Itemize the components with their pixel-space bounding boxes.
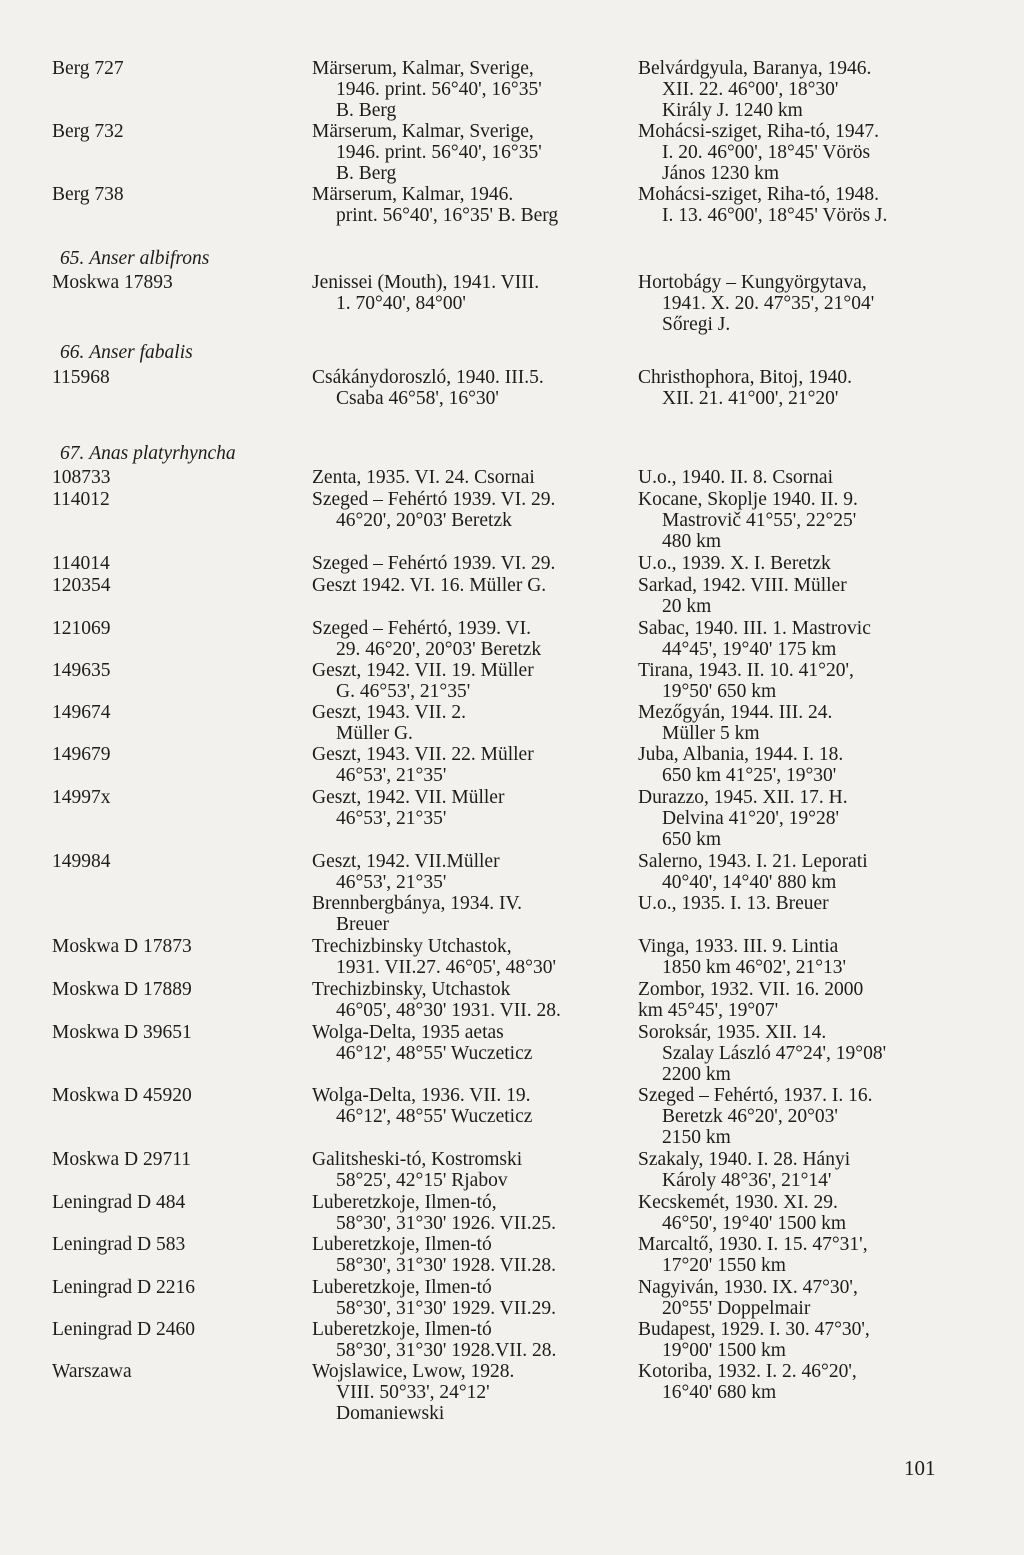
ringing-line: 58°30', 31°30' 1928. VII.28.: [336, 1255, 556, 1276]
ringing-line: Wojslawice, Lwow, 1928.: [312, 1361, 515, 1382]
ring-number: Moskwa D 17889: [52, 979, 192, 1000]
ringing-data: [312, 121, 627, 184]
recovery-line: Mohácsi-sziget, Riha-tó, 1948.: [638, 184, 879, 205]
ringing-line: Domaniewski: [336, 1403, 445, 1424]
ring-number: 149984: [52, 851, 111, 872]
ringing-line: Luberetzkoje, Ilmen-tó: [312, 1234, 492, 1255]
ringing-line: Zenta, 1935. VI. 24. Csornai: [312, 467, 535, 488]
ringing-line: 58°30', 31°30' 1928.VII. 28.: [336, 1340, 557, 1361]
recovery-line: km 45°45', 19°07': [638, 1000, 779, 1021]
ringing-data: [312, 1319, 627, 1361]
ringing-data: [312, 1085, 627, 1127]
ringing-line: Breuer: [336, 914, 390, 935]
ringing-data: [312, 1361, 627, 1424]
recovery-line: 1850 km 46°02', 21°13': [662, 957, 847, 978]
recovery-data: [638, 1361, 950, 1403]
ringing-line: 1. 70°40', 84°00': [336, 293, 466, 314]
recovery-data: [638, 184, 950, 226]
recovery-data: [638, 702, 950, 744]
ringing-line: 46°12', 48°55' Wuczeticz: [336, 1106, 533, 1127]
recovery-data: [638, 744, 950, 786]
recovery-line: Soroksár, 1935. XII. 14.: [638, 1022, 827, 1043]
ringing-data: [312, 489, 627, 531]
ringing-line: Wolga-Delta, 1935 aetas: [312, 1022, 504, 1043]
recovery-line: XII. 22. 46°00', 18°30': [662, 79, 839, 100]
ringing-line: Szeged – Fehértó, 1939. VI.: [312, 618, 531, 639]
ringing-data: [312, 184, 627, 226]
recovery-data: [638, 58, 950, 121]
ringing-line: 46°53', 21°35': [336, 808, 447, 829]
recovery-data: [638, 1319, 950, 1361]
ringing-data: [312, 979, 627, 1021]
ringing-line: Geszt, 1942. VII.Müller: [312, 851, 500, 872]
ringing-line: Geszt, 1942. VII. Müller: [312, 787, 505, 808]
recovery-line: Belvárdgyula, Baranya, 1946.: [638, 58, 872, 79]
recovery-line: 17°20' 1550 km: [662, 1255, 786, 1276]
ringing-line: Wolga-Delta, 1936. VII. 19.: [312, 1085, 531, 1106]
ring-number: 114014: [52, 553, 110, 574]
ring-number: Moskwa D 45920: [52, 1085, 192, 1106]
ring-number: 121069: [52, 618, 111, 639]
recovery-line: Beretzk 46°20', 20°03': [662, 1106, 838, 1127]
ring-number: Moskwa D 39651: [52, 1022, 192, 1043]
recovery-line: 19°50' 650 km: [662, 681, 777, 702]
recovery-line: Delvina 41°20', 19°28': [662, 808, 839, 829]
ringing-data: [312, 660, 627, 702]
ringing-data: [312, 467, 627, 488]
recovery-line: Kotoriba, 1932. I. 2. 46°20',: [638, 1361, 857, 1382]
recovery-line: Sőregi J.: [662, 314, 731, 335]
ringing-data: [312, 787, 627, 829]
recovery-line: Mohácsi-sziget, Riha-tó, 1947.: [638, 121, 879, 142]
recovery-data: [638, 489, 950, 552]
ring-number: Warszawa: [52, 1361, 132, 1382]
species-name: Anas platyrhyncha: [89, 443, 236, 464]
recovery-data: [638, 1234, 950, 1276]
recovery-line: U.o., 1939. X. I. Beretzk: [638, 553, 831, 574]
ring-number: 120354: [52, 575, 111, 596]
ringing-data: [312, 618, 627, 660]
recovery-line: Szalay László 47°24', 19°08': [662, 1043, 887, 1064]
ringing-line: Csaba 46°58', 16°30': [336, 388, 499, 409]
ringing-line: Brennbergbánya, 1934. IV.: [312, 893, 522, 914]
ring-number: Leningrad D 583: [52, 1234, 186, 1255]
ring-number: Berg 738: [52, 184, 124, 205]
recovery-line: Salerno, 1943. I. 21. Leporati: [638, 851, 868, 872]
recovery-line: Kecskemét, 1930. XI. 29.: [638, 1192, 838, 1213]
recovery-data: [638, 575, 950, 617]
recovery-line: Kocane, Skoplje 1940. II. 9.: [638, 489, 858, 510]
ringing-line: Märserum, Kalmar, 1946.: [312, 184, 514, 205]
ring-number: Berg 727: [52, 58, 124, 79]
ring-number: 114012: [52, 489, 110, 510]
recovery-line: 2200 km: [662, 1064, 731, 1085]
recovery-line: Sabac, 1940. III. 1. Mastrovic: [638, 618, 871, 639]
recovery-data: [638, 787, 950, 850]
ring-number: Moskwa 17893: [52, 272, 173, 293]
species-number: 67.: [60, 443, 85, 464]
ring-number: 149635: [52, 660, 111, 681]
species-name: Anser fabalis: [89, 342, 193, 363]
recovery-line: U.o., 1940. II. 8. Csornai: [638, 467, 833, 488]
recovery-line: 40°40', 14°40' 880 km: [662, 872, 837, 893]
recovery-line: Király J. 1240 km: [662, 100, 803, 121]
ring-number: Moskwa D 17873: [52, 936, 192, 957]
recovery-data: [638, 272, 950, 335]
ringing-data: [312, 1149, 627, 1191]
ringing-data: [312, 367, 627, 409]
recovery-line: 1941. X. 20. 47°35', 21°04': [662, 293, 875, 314]
ringing-data: [312, 744, 627, 786]
recovery-data: [638, 618, 950, 660]
ring-number: Berg 732: [52, 121, 124, 142]
species-number: 66.: [60, 342, 85, 363]
ringing-line: 58°30', 31°30' 1929. VII.29.: [336, 1298, 556, 1319]
page-number: 101: [904, 1456, 936, 1480]
recovery-line: Marcaltő, 1930. I. 15. 47°31',: [638, 1234, 868, 1255]
species-heading: [60, 248, 209, 269]
recovery-line: 650 km 41°25', 19°30': [662, 765, 837, 786]
recovery-line: 2150 km: [662, 1127, 731, 1148]
recovery-data: [638, 936, 950, 978]
recovery-line: Tirana, 1943. II. 10. 41°20',: [638, 660, 854, 681]
recovery-data: [638, 1022, 950, 1085]
recovery-data: [638, 1277, 950, 1319]
recovery-line: I. 20. 46°00', 18°45' Vörös: [662, 142, 871, 163]
ringing-line: 29. 46°20', 20°03' Beretzk: [336, 639, 542, 660]
ringing-line: B. Berg: [336, 100, 397, 121]
recovery-line: XII. 21. 41°00', 21°20': [662, 388, 839, 409]
recovery-line: Christhophora, Bitoj, 1940.: [638, 367, 852, 388]
ringing-line: Trechizbinsky Utchastok,: [312, 936, 512, 957]
ringing-line: 58°30', 31°30' 1926. VII.25.: [336, 1213, 556, 1234]
ringing-line: Geszt 1942. VI. 16. Müller G.: [312, 575, 547, 596]
recovery-line: Károly 48°36', 21°14': [662, 1170, 832, 1191]
ringing-data: [312, 702, 627, 744]
ring-number: Leningrad D 2216: [52, 1277, 195, 1298]
species-name: Anser albifrons: [89, 248, 210, 269]
ringing-line: Luberetzkoje, Ilmen-tó: [312, 1319, 492, 1340]
recovery-line: U.o., 1935. I. 13. Breuer: [638, 893, 829, 914]
ring-number: 115968: [52, 367, 110, 388]
ringing-line: Luberetzkoje, Ilmen-tó: [312, 1277, 492, 1298]
recovery-line: Hortobágy – Kungyörgytava,: [638, 272, 867, 293]
recovery-line: 650 km: [662, 829, 722, 850]
recovery-line: Mezőgyán, 1944. III. 24.: [638, 702, 833, 723]
recovery-data: [638, 367, 950, 409]
ringing-line: VIII. 50°33', 24°12': [336, 1382, 490, 1403]
ring-number: Leningrad D 2460: [52, 1319, 195, 1340]
species-heading: [60, 342, 193, 363]
ringing-line: 58°25', 42°15' Rjabov: [336, 1170, 508, 1191]
recovery-line: 44°45', 19°40' 175 km: [662, 639, 837, 660]
recovery-line: 480 km: [662, 531, 722, 552]
ringing-line: Märserum, Kalmar, Sverige,: [312, 58, 534, 79]
recovery-data: [638, 1149, 950, 1191]
ringing-line: Märserum, Kalmar, Sverige,: [312, 121, 534, 142]
ringing-line: 46°05', 48°30' 1931. VII. 28.: [336, 1000, 561, 1021]
recovery-line: Nagyiván, 1930. IX. 47°30',: [638, 1277, 858, 1298]
ringing-line: Szeged – Fehértó 1939. VI. 29.: [312, 489, 556, 510]
ring-number: 14997x: [52, 787, 111, 808]
recovery-data: [638, 467, 950, 488]
recovery-line: Müller 5 km: [662, 723, 760, 744]
recovery-line: Szakaly, 1940. I. 28. Hányi: [638, 1149, 851, 1170]
ringing-line: 46°12', 48°55' Wuczeticz: [336, 1043, 533, 1064]
recovery-line: 20 km: [662, 596, 712, 617]
recovery-data: [638, 1085, 950, 1148]
recovery-line: Juba, Albania, 1944. I. 18.: [638, 744, 844, 765]
recovery-line: Szeged – Fehértó, 1937. I. 16.: [638, 1085, 873, 1106]
ringing-line: B. Berg: [336, 163, 397, 184]
recovery-data: [638, 660, 950, 702]
ringing-line: 1931. VII.27. 46°05', 48°30': [336, 957, 556, 978]
ringing-data: [312, 1277, 627, 1319]
ringing-data: [312, 1234, 627, 1276]
ringing-data: [312, 575, 627, 596]
ring-number: Moskwa D 29711: [52, 1149, 192, 1170]
recovery-line: Durazzo, 1945. XII. 17. H.: [638, 787, 848, 808]
ringing-line: 46°53', 21°35': [336, 765, 447, 786]
recovery-line: 19°00' 1500 km: [662, 1340, 786, 1361]
ringing-data: [312, 58, 627, 121]
ring-number: 108733: [52, 467, 111, 488]
recovery-data: [638, 1192, 950, 1234]
recovery-line: 16°40' 680 km: [662, 1382, 777, 1403]
ringing-line: print. 56°40', 16°35' B. Berg: [336, 205, 559, 226]
recovery-line: János 1230 km: [662, 163, 779, 184]
recovery-data: [638, 553, 950, 574]
ringing-line: Jenissei (Mouth), 1941. VIII.: [312, 272, 540, 293]
ringing-line: Trechizbinsky, Utchastok: [312, 979, 511, 1000]
recovery-line: Budapest, 1929. I. 30. 47°30',: [638, 1319, 870, 1340]
recovery-line: Mastrovič 41°55', 22°25': [662, 510, 857, 531]
recovery-data: [638, 851, 950, 914]
ringing-line: Geszt, 1943. VII. 22. Müller: [312, 744, 534, 765]
ring-number: 149674: [52, 702, 111, 723]
recovery-line: 46°50', 19°40' 1500 km: [662, 1213, 847, 1234]
ringing-data: [312, 272, 627, 314]
recovery-line: I. 13. 46°00', 18°45' Vörös J.: [662, 205, 888, 226]
ringing-line: Luberetzkoje, Ilmen-tó,: [312, 1192, 497, 1213]
ringing-line: 46°20', 20°03' Beretzk: [336, 510, 512, 531]
ring-number: 149679: [52, 744, 111, 765]
ringing-line: Galitsheski-tó, Kostromski: [312, 1149, 523, 1170]
recovery-data: [638, 979, 950, 1021]
ringing-line: Geszt, 1943. VII. 2.: [312, 702, 466, 723]
recovery-line: 20°55' Doppelmair: [662, 1298, 811, 1319]
species-heading: [60, 443, 236, 464]
ring-number: Leningrad D 484: [52, 1192, 186, 1213]
ringing-line: Csákánydoroszló, 1940. III.5.: [312, 367, 544, 388]
ringing-line: Müller G.: [336, 723, 413, 744]
ringing-data: [312, 851, 627, 935]
ringing-data: [312, 553, 627, 574]
recovery-line: Sarkad, 1942. VIII. Müller: [638, 575, 847, 596]
ringing-data: [312, 1192, 627, 1234]
ringing-line: 1946. print. 56°40', 16°35': [336, 142, 542, 163]
ringing-line: 1946. print. 56°40', 16°35': [336, 79, 542, 100]
ringing-data: [312, 1022, 627, 1064]
ringing-line: G. 46°53', 21°35': [336, 681, 471, 702]
ringing-line: Geszt, 1942. VII. 19. Müller: [312, 660, 534, 681]
ringing-data: [312, 936, 627, 978]
recovery-line: Vinga, 1933. III. 9. Lintia: [638, 936, 839, 957]
recovery-line: Zombor, 1932. VII. 16. 2000: [638, 979, 864, 1000]
ringing-line: Szeged – Fehértó 1939. VI. 29.: [312, 553, 556, 574]
ringing-line: 46°53', 21°35': [336, 872, 447, 893]
species-number: 65.: [60, 248, 85, 269]
recovery-data: [638, 121, 950, 184]
